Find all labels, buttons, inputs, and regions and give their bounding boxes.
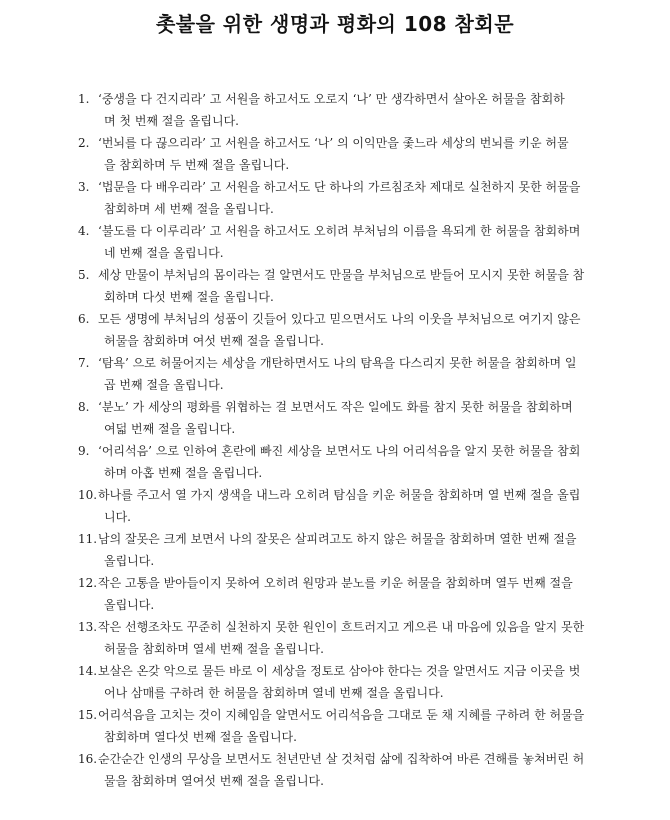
item-text-line: 니다. [104,510,131,524]
item-text-line: 어나 삼매를 구하려 한 허물을 참회하며 열네 번째 절을 올립니다. [104,686,444,700]
item-text-line: 곱 번째 절을 올립니다. [104,378,224,392]
list-item [78,176,581,220]
item-text-line: 하며 아홉 번째 절을 올립니다. [104,466,263,480]
item-number: 16. [78,752,98,766]
list-item [78,88,568,132]
item-text [98,616,584,660]
item-number: 9. [78,444,90,458]
list-item [78,440,581,484]
list-item [78,748,585,792]
item-text-line: 여덟 번째 절을 올립니다. [104,422,236,436]
item-text-line: ‘탐욕’ 으로 허물어지는 세상을 개탄하면서도 나의 탐욕을 다스리지 못한 허물을 참회하며 일 [98,356,577,370]
item-text-line: 모든 생명에 부처님의 성품이 깃들어 있다고 믿으면서도 나의 이웃을 부처님으로 여기지 않은 [98,312,581,326]
item-text-line: ‘어리석음’ 으로 인하여 혼란에 빠진 세상을 보면서도 나의 어리석음을 알지 못한 허물을 참회 [98,444,581,458]
item-text-line: 허물을 참회하며 열세 번째 절을 올립니다. [104,642,324,656]
item-text-line: ‘번뇌를 다 끊으리라’ 고 서원을 하고서도 ‘나’ 의 이익만을 좇느라 세상의 번뇌를 키운 허물 [98,136,569,150]
item-number: 14. [78,664,98,678]
item-text-line: 하나를 주고서 열 가지 생색을 내느라 오히려 탐심을 키운 허물을 참회하며 열 번째 절을 올립 [98,488,581,502]
item-text-line: 올립니다. [104,554,155,568]
document-title: 촛불을 위한 생명과 평화의 108 참회문 [155,12,515,36]
item-text [98,308,580,352]
item-text-line: 물을 참회하며 열여섯 번째 절을 올립니다. [104,774,324,788]
item-text [98,572,573,616]
repentance-list [78,88,585,792]
item-text-line: 며 첫 번째 절을 올립니다. [104,114,239,128]
item-text [98,176,580,220]
list-item [78,660,581,704]
item-text-line: 순간순간 인생의 무상을 보면서도 천년만년 살 것처럼 삶에 집착하여 바른 견해를 놓쳐버린 허 [98,752,585,766]
item-text-line: 참회하며 열다섯 번째 절을 올립니다. [104,730,297,744]
item-number: 4. [78,224,90,238]
item-number: 1. [78,92,90,106]
item-number: 3. [78,180,90,194]
list-item [78,220,581,264]
list-item [78,528,577,572]
item-text-line: 작은 선행조차도 꾸준히 실천하지 못한 원인이 흐트러지고 게으른 내 마음에 있음을 알지 못한 [98,620,585,634]
list-item [78,132,568,176]
item-text [98,660,580,704]
item-text-line: 네 번째 절을 올립니다. [104,246,224,260]
list-item [78,616,585,660]
item-text-line: ‘중생을 다 건지리라’ 고 서원을 하고서도 오로지 ‘나’ 만 생각하면서 살아온 허물을 참회하 [98,92,565,106]
item-number: 6. [78,312,90,326]
item-text [98,396,573,440]
item-text [98,264,584,308]
item-text-line: 어리석음을 고치는 것이 지혜임을 알면서도 어리석음을 그대로 둔 채 지혜를 구하려 한 허물을 [98,708,585,722]
item-text [98,528,577,572]
list-item [78,352,577,396]
item-text [98,220,580,264]
item-text-line: 참회하며 세 번째 절을 올립니다. [104,202,274,216]
item-text [98,132,569,176]
item-text-line: ‘분노’ 가 세상의 평화를 위협하는 걸 보면서도 작은 일에도 화를 참지 못한 허물을 참회하며 [98,400,573,414]
item-number: 2. [78,136,90,150]
item-text [98,704,584,748]
list-item [78,704,585,748]
item-text-line: ‘법문을 다 배우리라’ 고 서원을 하고서도 단 하나의 가르침조차 제대로 실천하지 못한 허물을 [98,180,581,194]
item-text-line: 보살은 온갖 악으로 물든 바로 이 세상을 정토로 삼아야 한다는 것을 알면서도 지금 이곳을 벗 [98,664,581,678]
item-text-line: 올립니다. [104,598,155,612]
item-number: 10. [78,488,98,502]
item-number: 5. [78,268,90,282]
list-item [78,396,573,440]
list-item [78,308,581,352]
item-text-line: 을 참회하며 두 번째 절을 올립니다. [104,158,290,172]
item-text [98,440,580,484]
item-text [98,484,580,528]
list-item [78,572,573,616]
item-text [98,88,568,132]
item-text [98,748,584,792]
item-text-line: 작은 고통을 받아들이지 못하여 오히려 원망과 분노를 키운 허물을 참회하며 열두 번째 절을 [98,576,573,590]
item-number: 12. [78,576,98,590]
list-item [78,484,581,528]
item-number: 11. [78,532,98,546]
item-text-line: 허물을 참회하며 여섯 번째 절을 올립니다. [104,334,324,348]
item-number: 7. [78,356,90,370]
item-text-line: 남의 잘못은 크게 보면서 나의 잘못은 살피려고도 하지 않은 허물을 참회하며 열한 번째 절을 [98,532,577,546]
item-text-line: 회하며 다섯 번째 절을 올립니다. [104,290,274,304]
item-number: 8. [78,400,90,414]
list-item [78,264,585,308]
item-text-line: 세상 만물이 부처님의 몸이라는 걸 알면서도 만물을 부처님으로 받들어 모시지 못한 허물을 참 [98,268,585,282]
item-number: 15. [78,708,98,722]
item-number: 13. [78,620,98,634]
item-text [98,352,577,396]
item-text-line: ‘불도를 다 이루리라’ 고 서원을 하고서도 오히려 부처님의 이름을 욕되게 한 허물을 참회하며 [98,224,581,238]
